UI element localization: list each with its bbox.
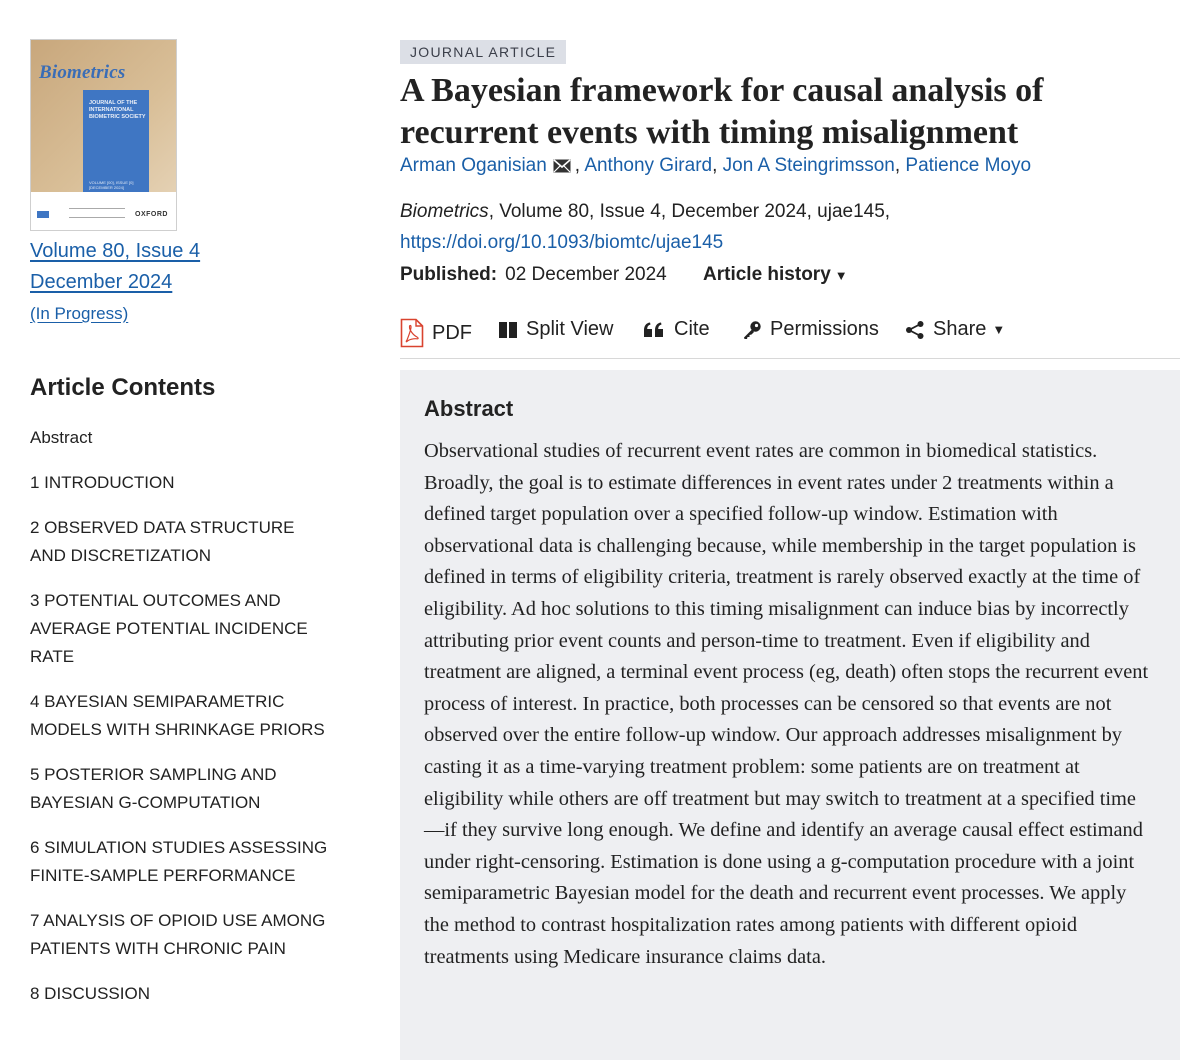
chevron-down-icon: ▼: [992, 322, 1006, 337]
contents-item-abstract[interactable]: Abstract: [30, 428, 93, 447]
author-separator: ,: [574, 155, 581, 176]
pdf-icon: [400, 318, 424, 348]
journal-cover-image[interactable]: [30, 39, 177, 231]
journal-name: Biometrics: [400, 201, 489, 222]
author-list: [400, 155, 1031, 179]
cite-label: Cite: [674, 318, 710, 340]
published-line: [400, 264, 667, 286]
article-toolbar: [400, 318, 1180, 359]
author-separator: ,: [712, 155, 718, 176]
published-date: 02 December 2024: [505, 264, 667, 285]
article-title: A Bayesian framework for causal analysis of recurrent events with timing misalignment: [400, 72, 1044, 151]
split-view-button[interactable]: [498, 318, 613, 341]
cite-button[interactable]: [642, 318, 710, 341]
author-link[interactable]: Patience Moyo: [905, 155, 1032, 176]
share-label: Share: [933, 318, 987, 340]
abstract-heading: Abstract: [424, 396, 514, 421]
author-separator: ,: [894, 155, 901, 176]
split-view-label: Split View: [526, 318, 614, 340]
issue-date-link[interactable]: December 2024: [30, 271, 173, 293]
contents-item-bayesian-models[interactable]: 4 BAYESIAN SEMIPARAMETRIC MODELS WITH SHRINKAGE PRIORS: [30, 692, 325, 739]
share-icon: [905, 320, 925, 340]
publisher-logo: OXFORD: [135, 211, 168, 218]
pdf-button[interactable]: [400, 318, 472, 348]
society-logo-icon: [37, 211, 49, 218]
permissions-label: Permissions: [770, 318, 879, 340]
cover-subtitle: JOURNAL OF THE INTERNATIONAL BIOMETRIC SOCIETY: [89, 100, 146, 120]
citation-details: , Volume 80, Issue 4, December 2024, ujae145,: [488, 201, 891, 222]
author-link[interactable]: Arman Oganisian: [400, 155, 547, 176]
article-contents-heading: Article Contents: [30, 374, 216, 401]
contents-item-introduction[interactable]: 1 INTRODUCTION: [30, 473, 175, 492]
article-contents-list: [30, 424, 330, 1025]
chevron-down-icon: ▼: [834, 268, 848, 283]
cover-footer-text: [69, 208, 125, 218]
contents-item-potential-outcomes[interactable]: 3 POTENTIAL OUTCOMES AND AVERAGE POTENTIAL INCIDENCE RATE: [30, 591, 308, 666]
doi-link[interactable]: https://doi.org/10.1093/biomtc/ujae145: [400, 232, 724, 253]
cover-volume-line: VOLUME [00], ISSUE [0] [DECEMBER 2024]: [89, 180, 134, 190]
permissions-button[interactable]: [742, 318, 879, 341]
author-link[interactable]: Jon A Steingrimsson: [722, 155, 895, 176]
key-icon: [742, 320, 762, 340]
split-view-icon: [498, 321, 518, 339]
quote-icon: [642, 321, 666, 339]
article-history-label: Article history: [703, 264, 831, 285]
share-button[interactable]: [905, 318, 1005, 341]
article-type-badge: JOURNAL ARTICLE: [400, 40, 566, 64]
contents-item-posterior-sampling[interactable]: 5 POSTERIOR SAMPLING AND BAYESIAN G-COMPUTATION: [30, 765, 277, 812]
contents-item-simulation-studies[interactable]: 6 SIMULATION STUDIES ASSESSING FINITE-SAMPLE PERFORMANCE: [30, 838, 328, 885]
published-label: Published:: [400, 264, 498, 285]
citation-line: [400, 201, 890, 223]
contents-item-discussion[interactable]: 8 DISCUSSION: [30, 984, 150, 1003]
issue-volume-link[interactable]: Volume 80, Issue 4: [30, 240, 201, 262]
article-history-toggle[interactable]: [703, 264, 848, 286]
cover-title: Biometrics: [39, 62, 126, 83]
pdf-label: PDF: [432, 321, 472, 344]
author-link[interactable]: Anthony Girard: [584, 155, 713, 176]
email-icon[interactable]: [553, 157, 571, 179]
contents-item-observed-data[interactable]: 2 OBSERVED DATA STRUCTURE AND DISCRETIZATION: [30, 518, 295, 565]
abstract-section: [400, 370, 1180, 1060]
issue-status-link[interactable]: (In Progress): [30, 304, 129, 323]
abstract-text: Observational studies of recurrent event rates are common in biomedical statistics. Broadly, the goal is to estimate differences in event rates under 2 treatments within a defined target population over a specified follow-up window. Estimation with observational data is challenging because, while membership in the target population is defined in terms of eligibility criteria, treatment is rarely observed exactly at the time of eligibility. Ad hoc solutions to this timing misalignment can induce bias by incorrectly attributing prior event counts and person-time to treatment. Even if eligibility and treatment are aligned, a terminal event process (eg, death) often stops the recurrent event process of interest. In practice, both processes can be censored so that events are not observed over the entire follow-up window. Our approach addresses misalignment by casting it as a time-varying treatment problem: some patients are on treatment at eligibility while others are off treatment but may switch to treatment at a specified time—if they survive long enough. We define and identify an average causal effect estimand under right-censoring. Estimation is done using a g-computation procedure with a joint semiparametric Bayesian model for the death and recurrent event processes. We apply the method to contrast hospitalization rates among patients with different opioid treatments using Medicare insurance claims data.: [424, 440, 1149, 968]
contents-item-opioid-analysis[interactable]: 7 ANALYSIS OF OPIOID USE AMONG PATIENTS WITH CHRONIC PAIN: [30, 911, 326, 958]
